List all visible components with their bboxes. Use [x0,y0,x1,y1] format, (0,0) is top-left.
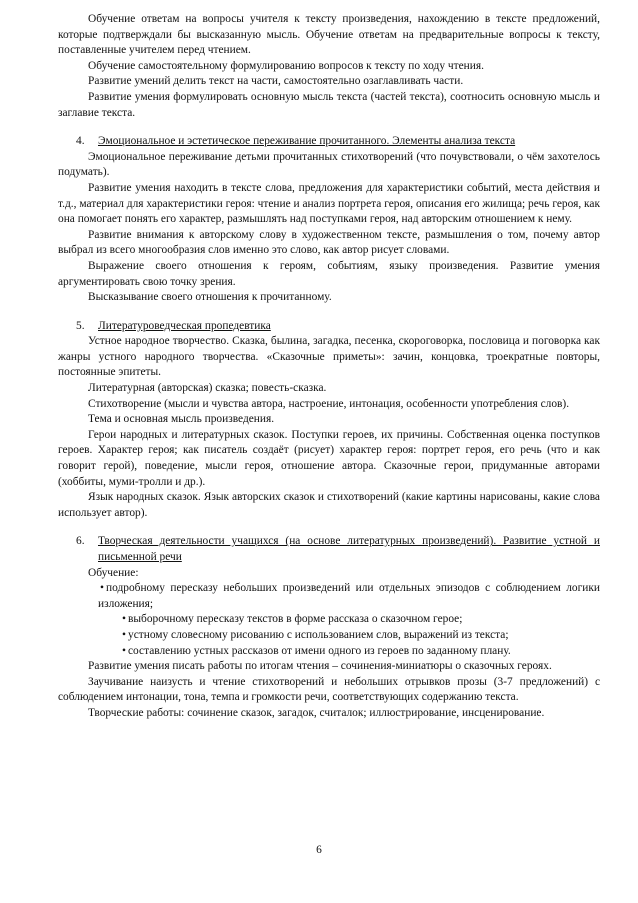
paragraph: Творческие работы: сочинение сказок, загадок, считалок; иллюстрирование, инсценирование. [88,706,545,719]
paragraph: Эмоциональное переживание детьми прочитанных стихотворений (что почувствовали, о чём захотелось подумать). [58,150,600,179]
section-title: Эмоциональное и эстетическое переживание прочитанного. Элементы анализа текста [98,135,516,148]
bullet-icon: • [122,613,126,626]
section-4-heading [58,134,600,150]
paragraph: Высказывание своего отношения к прочитанному. [88,291,332,304]
section-number: 5. [76,319,85,332]
page-number: 6 [316,844,322,856]
paragraph: Развитие внимания к авторскому слову в художественном тексте, размышления о том, почему автор выбрал из всего многообразия слов именно это слово, как автор рисует словами. [58,228,600,257]
paragraph: Развитие умения формулировать основную мысль текста (частей текста), соотносить основную мысль и заглавие текста. [58,90,600,119]
list-item [58,628,600,644]
learning-label: Обучение: [88,566,139,579]
paragraph: Тема и основная мысль произведения. [88,413,275,426]
list-item-text: составлению устных рассказов от имени одного из героев по заданному плану. [128,644,511,657]
paragraph: Обучение самостоятельному формулированию вопросов к тексту по ходу чтения. [88,59,484,72]
bullet-icon: • [122,644,126,657]
bullet-icon: • [100,582,104,595]
paragraph: Заучивание наизусть и чтение стихотворений и небольших отрывков прозы (3-7 предложений) с соблюдением интонации, тона, темпа и громкости речи, соответствующих содержанию текста. [58,675,600,704]
list-item [58,644,600,660]
bullet-icon: • [122,628,126,641]
section-number: 6. [76,535,85,548]
list-item-text: подробному пересказу небольших произведений или отдельных эпизодов с соблюдением логики изложения; [98,582,600,610]
paragraph: Литературная (авторская) сказка; повесть-сказка. [88,382,327,395]
paragraph: Выражение своего отношения к героям, событиям, языку произведения. Развитие умения аргументировать свою точку зрения. [58,259,600,288]
paragraph: Язык народных сказок. Язык авторских сказок и стихотворений (какие картины нарисованы, какие слова использует автор). [58,491,600,519]
paragraph: Развитие умений делить текст на части, самостоятельно озаглавливать части. [88,75,464,88]
section-6-heading [58,534,600,565]
list-item-text: устному словесному рисованию с использованием слов, выражений из текста; [128,628,509,641]
bullet-list [58,581,600,659]
paragraph: Стихотворение (мысли и чувства автора, настроение, интонация, особенности употребления слов). [88,397,570,410]
paragraph: Развитие умения писать работы по итогам чтения – сочинения-миниатюры о сказочных героях. [88,660,552,673]
paragraph: Устное народное творчество. Сказка, былина, загадка, песенка, скороговорка, пословица и поговорка как жанры устного народного творчества. «Сказочные приметы»: зачин, концовка, троекратные повторы, постоянные эпитеты. [58,335,600,379]
section-title: Литературоведческая пропедевтика [98,319,271,332]
paragraph: Обучение ответам на вопросы учителя к тексту произведения, нахождению в тексте предложений, которые подтверждали бы высказанную мысль. Обучение ответам на предварительные вопросы к тексту, поставленные учителем перед чтением. [58,13,600,57]
section-number: 4. [76,135,85,148]
section-5-heading [58,319,600,335]
list-item [58,612,600,628]
section-title: Творческая деятельности учащихся (на основе литературных произведений). Развитие устной и письменной речи [98,535,600,563]
paragraph: Герои народных и литературных сказок. Поступки героев, их причины. Собственная оценка поступков героев. Характер героя; как писатель создаёт (рисует) характер героя: портрет героя, его речь (что и как говорит герой), поведение, мысли героя, отношение автора. Сказочные герои, придуманные авторами (хоббиты, муми-тролли и др.). [58,428,600,488]
paragraph: Развитие умения находить в тексте слова, предложения для характеристики событий, места действия и т.д., материал для характеристики героя: чтение и анализ портрета героя, описания его жилища; речь героя, как она помогает понять его характер, размышлять над поступками героя, над авторским отношением к нему. [58,181,600,226]
list-item-text: выборочному пересказу текстов в форме рассказа о сказочном герое; [128,613,463,626]
document-page [58,12,600,722]
list-item [58,581,600,612]
